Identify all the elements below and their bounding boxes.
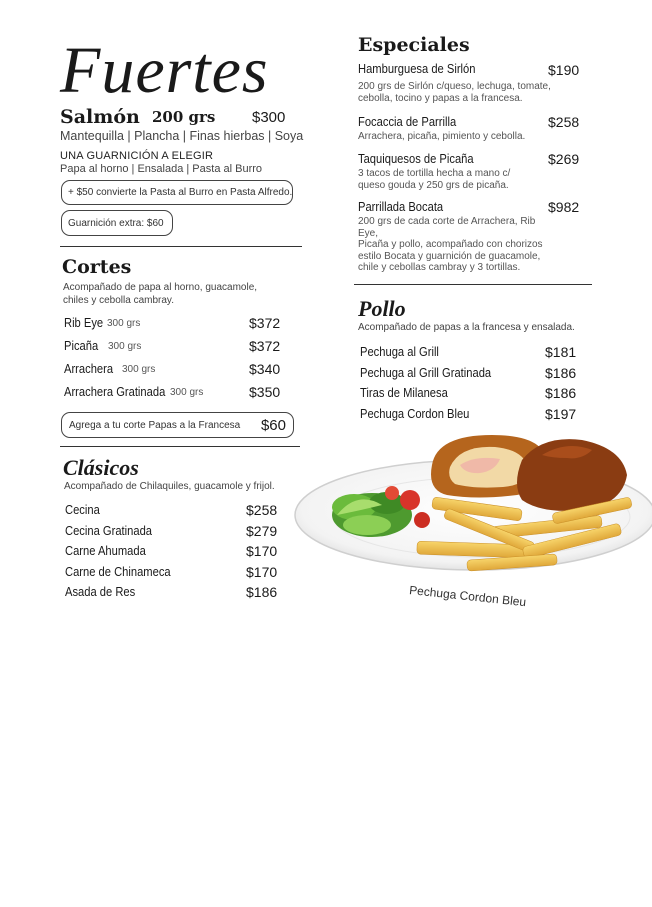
item-name: Pechuga al Grill — [360, 344, 439, 359]
item-price: $190 — [548, 62, 580, 78]
item-name: Pechuga Cordon Bleu — [360, 405, 470, 421]
item-weight: 300 grs — [107, 318, 141, 329]
item-name: Cecina Gratinada — [65, 522, 153, 538]
salmon-price: $300 — [252, 109, 286, 126]
item-weight: 300 grs — [170, 387, 204, 398]
garnish-options: Papa al horno | Ensalada | Pasta al Burro — [60, 163, 263, 175]
garnish-title: UNA GUARNICIÓN A ELEGIR — [60, 150, 214, 162]
salmon-preparations: Mantequilla | Plancha | Finas hierbas | Soya — [60, 129, 304, 143]
especiales-title: Especiales — [358, 34, 470, 56]
pollo-description: Acompañado de papas a la francesa y ensalada. — [358, 322, 575, 333]
item-description — [358, 131, 580, 143]
item-price: $269 — [548, 151, 580, 167]
item-price: $186 — [545, 364, 577, 381]
cortes-desc-line-2: chiles y cebolla cambray. — [63, 295, 174, 306]
item-price: $258 — [246, 502, 278, 518]
fries-addon-text: Agrega a tu corte Papas a la Francesa — [69, 419, 241, 431]
pollo-title: Pollo — [358, 296, 406, 321]
item-price: $372 — [249, 315, 281, 331]
pollo-list — [360, 344, 580, 426]
alfredo-upgrade-note — [61, 180, 293, 205]
item-price: $340 — [249, 361, 281, 377]
item-weight: 300 grs — [108, 341, 142, 352]
fries-addon-price: $60 — [260, 416, 286, 434]
salmon-name: Salmón — [60, 106, 140, 128]
cortes-description — [63, 281, 257, 307]
item-name: Asada de Res — [65, 584, 136, 599]
desc-line: 200 grs de Sirlón c/queso, lechuga, tomate, — [358, 81, 551, 92]
page-title: Fuertes — [60, 34, 269, 107]
clasicos-title: Clásicos — [63, 455, 139, 480]
list-item — [64, 315, 284, 338]
desc-line: Arrachera, picaña, pimiento y cebolla. — [358, 131, 526, 142]
list-item — [65, 502, 285, 523]
cortes-list — [64, 315, 284, 407]
clasicos-list — [65, 502, 285, 605]
desc-line: 3 tacos de tortilla hecha a mano c/ — [358, 168, 511, 179]
item-price: $170 — [246, 563, 278, 580]
item-price: $170 — [246, 543, 278, 559]
item-description — [358, 81, 580, 104]
item-name: Arrachera — [64, 361, 114, 376]
item-price: $350 — [249, 384, 281, 400]
item-price: $181 — [545, 344, 577, 360]
list-item — [65, 584, 285, 605]
desc-line: chile y cebollas cambray y 3 tortillas. — [358, 262, 521, 273]
fries-addon-note — [61, 412, 294, 438]
item-price: $197 — [545, 405, 577, 422]
item-name: Arrachera Gratinada — [64, 384, 166, 399]
desc-line: 200 grs de cada corte de Arrachera, Rib Eye, — [358, 216, 536, 239]
salmon-weight: 200 grs — [152, 108, 216, 126]
item-weight: 300 grs — [122, 364, 156, 375]
list-item — [360, 385, 580, 406]
alfredo-upgrade-text: + $50 convierte la Pasta al Burro en Pasta Alfredo. — [68, 187, 293, 198]
cortes-title: Cortes — [62, 256, 132, 278]
list-item — [64, 361, 284, 384]
item-name: Rib Eye — [64, 315, 104, 330]
list-item — [65, 564, 285, 585]
item-name: Pechuga al Grill Gratinada — [360, 364, 492, 380]
item-price: $982 — [548, 199, 580, 215]
list-item — [360, 365, 580, 386]
divider — [60, 446, 300, 447]
item-name: Parrillada Bocata — [358, 199, 444, 214]
list-item — [65, 543, 285, 564]
extra-garnish-text: Guarnición extra: $60 — [68, 217, 164, 229]
item-name: Cecina — [65, 502, 100, 517]
list-item — [360, 406, 580, 427]
list-item — [64, 384, 284, 407]
desc-line: queso gouda y 250 grs de picaña. — [358, 179, 509, 191]
dish-photo — [292, 425, 652, 600]
item-name: Carne de Chinameca — [65, 563, 171, 579]
cortes-desc-line-1: Acompañado de papa al horno, guacamole, — [63, 282, 258, 293]
item-description — [358, 168, 580, 191]
item-price: $186 — [545, 385, 577, 401]
desc-line: cebolla, tocino y papas a la francesa. — [358, 92, 523, 104]
item-price: $372 — [249, 338, 281, 354]
item-name: Focaccia de Parrilla — [358, 114, 457, 129]
item-price: $279 — [246, 522, 278, 539]
item-name: Picaña — [64, 338, 99, 353]
list-item — [360, 344, 580, 365]
divider — [60, 246, 302, 247]
item-name: Tiras de Milanesa — [360, 385, 448, 400]
item-name: Hamburguesa de Sirlón — [358, 61, 476, 76]
desc-line: Picaña y pollo, acompañado con chorizos — [358, 239, 543, 250]
extra-garnish-note — [61, 210, 173, 236]
clasicos-description: Acompañado de Chilaquiles, guacamole y frijol. — [64, 481, 275, 492]
item-name: Carne Ahumada — [65, 543, 146, 558]
item-name: Taquiquesos de Picaña — [358, 151, 474, 166]
item-description — [358, 216, 558, 274]
item-price: $258 — [548, 114, 580, 130]
list-item — [65, 523, 285, 544]
desc-line: estilo Bocata y guarnición de guacamole, — [358, 250, 541, 262]
list-item — [64, 338, 284, 361]
item-price: $186 — [246, 584, 278, 600]
photo-caption: Pechuga Cordon Bleu — [408, 583, 527, 610]
divider — [354, 284, 592, 285]
